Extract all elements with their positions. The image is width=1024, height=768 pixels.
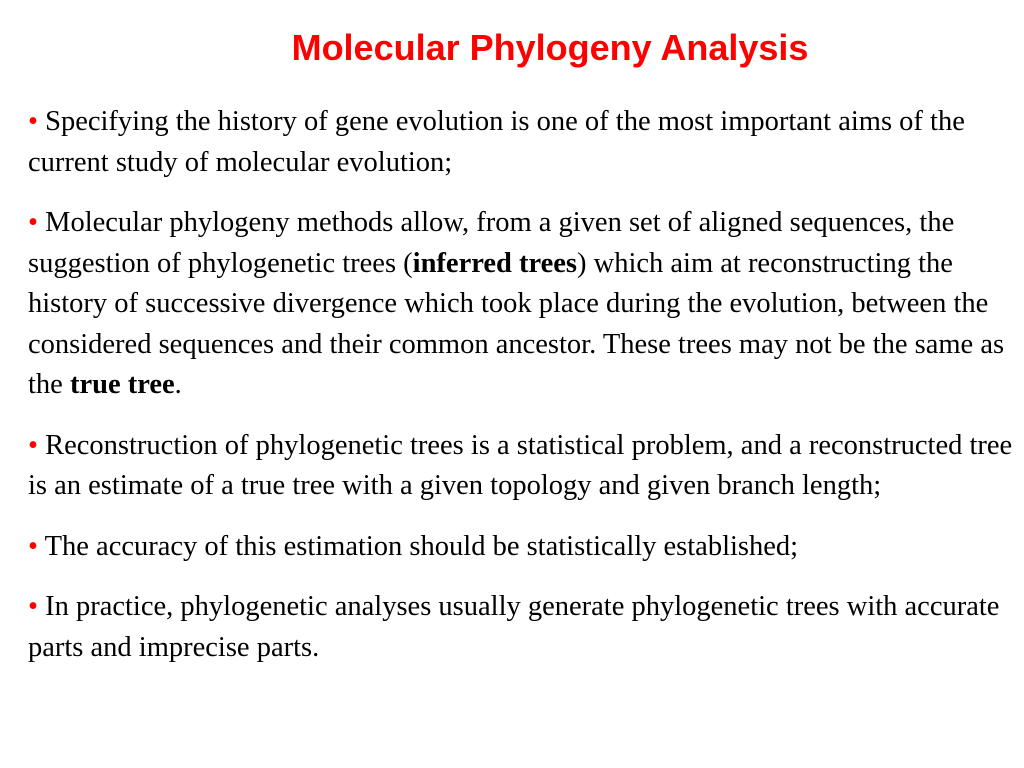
bullet-text: In practice, phylogenetic analyses usually generate phylogenetic trees with accurate parts and imprecise parts. [28, 591, 1000, 663]
bold-term-true-tree: true tree [69, 369, 175, 400]
bullet-item [28, 203, 1014, 406]
bullet-dot-icon: • [28, 429, 38, 461]
bullet-text-end: . [174, 369, 182, 400]
bold-term-inferred-trees: inferred trees [412, 247, 577, 279]
slide-title: Molecular Phylogeny Analysis [291, 27, 809, 68]
bullet-dot-icon: • [28, 106, 38, 137]
bullet-text: Molecular phylogeny methods allow, from a given set of aligned sequences, the suggestion of phylogenetic trees ( [28, 207, 955, 279]
bullet-dot-icon: • [28, 591, 38, 622]
bullet-item [28, 426, 1014, 507]
bullet-dot-icon: • [28, 530, 38, 562]
bullet-text: Specifying the history of gene evolution is one of the most important aims of the current study of molecular evolution; [28, 106, 965, 178]
bullet-list [28, 102, 1014, 688]
bullet-dot-icon: • [28, 207, 38, 238]
bullet-text: The accuracy of this estimation should be statistically established; [44, 530, 799, 562]
bullet-text: ) which aim at reconstructing the history of successive divergence which took place during the evolution, between the considered sequences and their common ancestor. These trees may not be the same as the [28, 247, 1005, 400]
bullet-text: Reconstruction of phylogenetic trees is a statistical problem, and a reconstructed tree is an estimate of a true tree with a given topology and given branch length; [28, 429, 1013, 501]
bullet-item [28, 587, 1014, 668]
bullet-item [28, 527, 1014, 568]
bullet-item [28, 102, 1014, 183]
